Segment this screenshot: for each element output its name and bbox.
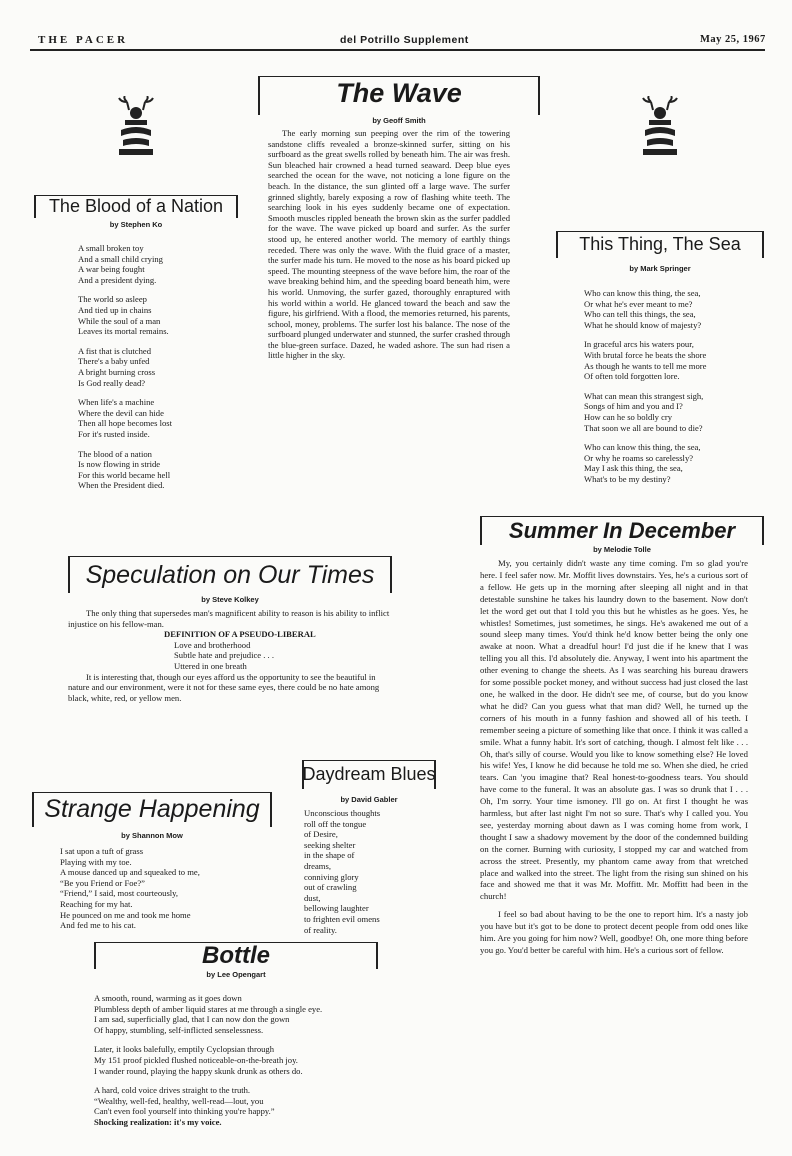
speculation-line: Love and brotherhood	[174, 639, 251, 650]
issue-date: May 25, 1967	[700, 34, 766, 45]
speculation-title: Speculation on Our Times	[85, 561, 375, 589]
strange-poem: I sat upon a tuft of grass Playing with my toe. A mouse danced up and squeaked to me, “Be you Friend or Foe?” “Friend,” I said, most courteously, Reaching for my hat. He pounced on me and took me home And fed me to his cat.	[60, 846, 200, 931]
bottle-byline: by Lee Opengart	[206, 970, 266, 979]
speculation-line: Subtle hate and prejudice . . .	[174, 650, 274, 661]
emblem-left-icon	[113, 96, 159, 163]
bottle-title: Bottle	[202, 942, 270, 969]
summer-title: Summer In December	[508, 518, 736, 543]
strange-title: Strange Happening	[44, 795, 260, 823]
summer-byline: by Melodie Tolle	[593, 545, 651, 554]
speculation-intro: The only thing that supersedes man's magnificent ability to reason is his ability to inflict injustice on his fellow-man.	[68, 608, 390, 629]
daydream-poem: Unconscious thoughts roll off the tongue of Desire, seeking shelter in the shape of dreams, conniving glory out of crawling dust, bellowing laughter to frighten evil omens of reality.	[304, 808, 381, 935]
emblem-right-icon	[637, 96, 683, 163]
wave-body: The early morning sun peeping over the rim of the towering sandstone cliffs revealed a bronze-skinned surfer, sitting on his surfboard as the great swells rolled by beneath him. The air was fresh. Sun bleached hair crowned a head turned seaward. Deep blue eyes searched the ocean for the wave, not noticing a lone figure on the beach. In the distance, the sun glinted off a large wave. The surfer grinned slightly, barely exposing a row of flashing white teeth. The searching look in his eyes suddenly became one of expectation. Smooth muscles rippled beneath the brown skin as the surfer paddled for the wave. The wave picked up board and surfer. As the surfer stood up, he entered another world. The memory of earthly things receded. There was only the wave. With the fluid grace of a master, the surfer made his turn. He moved to the nose as his board picked up speed. The mounting steepness of the wave before him, the roar of the wave breaking behind him, and the speeding board beneath him, were his world. Unmoving, the surfer gazed, thoroughly enraptured with his world within a world. He glanced toward the beach and saw the figure, his girlfriend. With a flood, the memories returned, his parents, school, money, problems. The surfer lost his balance. The nose of the surfboard plunged underwater and stunned, the surfer crashed through the blue-green surface. Dazed, he waded ashore. The sun had risen a little higher in the sky.	[268, 128, 510, 361]
blood-poem: A small broken toy And a small child crying A war being fought And a president dying. The world so asleep And tied up in chains While the soul of a man Leaves its mortal remains. A fist that is clutched There's a baby unfed A bright burning cross Is God really dead? When life's a machine Where the devil can hide Then all hope becomes lost For it's rusted inside. The blood of a nation Is now flowing in stride For this world became hell When the President died.	[78, 243, 173, 491]
sea-byline: by Mark Springer	[629, 264, 691, 273]
sea-poem: Who can know this thing, the sea, Or what he's ever meant to me? Who can tell this things, the sea, What he should know of majesty? In graceful arcs his waters pour, With brutal force he beats the shore As though he wants to tell me more Of often told forgotten lore. What can mean this strangest sigh, Songs of him and you and I? How can he so boldly cry That soon we all are bound to die? Who can know this thing, the sea, Or why he roams so carelessly? May I ask this thing, the sea, What's to be my destiny?	[584, 288, 707, 484]
newspaper-name: THE PACER	[38, 34, 129, 46]
sea-title: This Thing, The Sea	[579, 234, 741, 254]
blood-title: The Blood of a Nation	[48, 196, 224, 216]
bottle-poem: A smooth, round, warming as it goes down Plumbless depth of amber liquid stares at me through a single eye. I am sad, superficially glad, that I can now don the gown Of happy, stumbling, self-inflicted senselessness. Later, it looks balefully, emptily Cyclopsian through My 151 proof pickled flushed noticeable-on-the-breath joy. I wander round, playing the happy skunk drunk as others do. A hard, cold voice drives straight to the truth. “Wealthy, well-fed, healthy, well-read—lout, you Can't even fool yourself into thinking you're happy.” Shocking realization: it's my voice.	[94, 993, 323, 1127]
blood-byline: by Stephen Ko	[109, 220, 163, 229]
speculation-closing: It is interesting that, though our eyes afford us the opportunity to see the beautiful in nature and our environment, were it not for these same eyes, there could be no hate among black, white, red, or yellow men.	[68, 671, 380, 703]
speculation-byline: by Steve Kolkey	[201, 595, 259, 604]
wave-byline: by Geoff Smith	[372, 116, 426, 125]
header-rule	[30, 49, 765, 51]
summer-body	[480, 558, 748, 957]
speculation-line: Uttered in one breath	[174, 660, 247, 671]
supplement-name: del Potrillo Supplement	[340, 34, 469, 46]
daydream-byline: by David Gabler	[340, 795, 398, 804]
summer-paragraph: I feel so bad about having to be the one to report him. It's a nasty job you have but it's got to be done to protect decent people from odd ones like him. Are you going for him now? Well, goodbye! Oh, one more thing before you go. You'd better be careful with him. He's a curious sort of fellow.	[480, 909, 748, 955]
speculation-definition: DEFINITION OF A PSEUDO-LIBERAL	[164, 629, 316, 640]
strange-byline: by Shannon Mow	[121, 831, 183, 840]
summer-paragraph: My, you certainly didn't waste any time coming. I'm so glad you're here. I feel safer now. Mr. Moffit lives downstairs. Yes, he's a curious sort of a fellow. He gets up in the morning after sleeping all night and in that detestable sunshine he takes his laundry down to the basement. Now don't let the word get out that I told you this but he whistles as he goes. Yes, he whistles! Sometimes, just sometimes, he sings. He's awakened me out of a sound sleep many times. You'd think he'd know better being the only one awake at noon. What a dreadful hour! I'd just die if he knew that I was telling you all this. I'd absolutely die. Anyway, I went into his apartment the other evening to change the sheets. As I was searching his bureau drawers for some possible pocket money, and without success had just closed the last one, he walked in the door. He didn't see me, of course, but do you know what he did? Can you guess what that man did? Well, he turned up the corners of his mouth in a funny fashion and showed all of his teeth. I remember seeing a picture of something like that once. I think it was called a smile. What a funny habit. It's sort of catching, though. I almost felt like . . . Oh, that's silly of course. Would you like to know something else? He loved his wife! Yes, I know he did because he told me so. When she died, he cried tears. Can 'you imagine that? Real honest-to-goodness tears. You should have come to the funeral. It was an absolute gas. I was so drunk that I . . . Oh, I'm sorry. Your time ismoney. I'll go on. At first I thought he was harmless, but after last night I'm not so sure. That's why I called you. You see, yesterday morning about dawn as I was coming home from work, I thought I saw a shadowy movement by the door of the condemned building on the corner. Burning with curiosity, I stopped my car and watched from across the street. Presently, my phantom came away from that wretched place and walked into the street. The light from the rising sun shined on his face and showed me that it was Mr. Moffitt. Mr. Moffitt had been in the church!	[480, 558, 748, 902]
wave-title: The Wave	[336, 78, 462, 108]
speculation-body	[68, 608, 398, 703]
daydream-title: Daydream Blues	[302, 764, 436, 784]
